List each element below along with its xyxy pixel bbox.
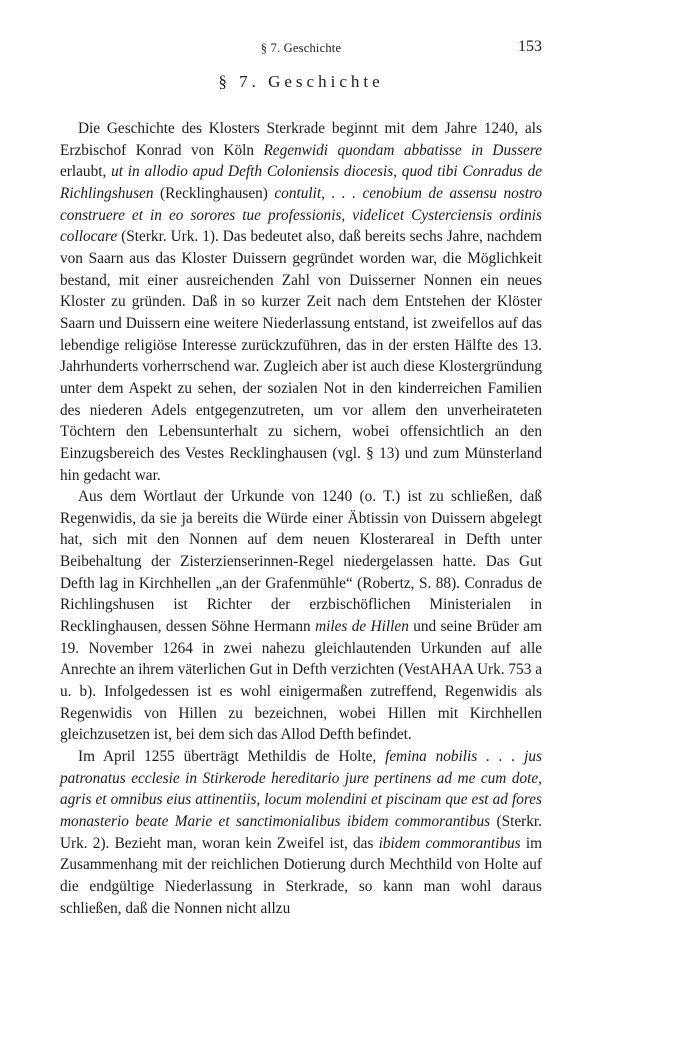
paragraph-3 [60,746,542,919]
text-run: und seine Brüder am 19. November 1264 in zwei nahezu gleichlautenden Urkunden auf alle Anrechte an ihrem väterlichen Gut in Defth verzichten (VestAHAA Urk. 753 a u. b). Infolgedessen ist es wohl einigermaßen zutreffend, Regenwidis als Regenwidis von Hillen zu bezeichnen, wobei Hillen mit Kirchhellen gleichzusetzen ist, bei dem sich das Allod Defth befindet. [60,618,542,744]
italic-run: miles de Hillen [315,618,409,636]
italic-run: contulit, . . . cenobium de assensu nostro construere et in eo sorores tue professionis, videlicet Cysterciensis ordinis collocare [60,184,542,246]
page-number: 153 [518,38,542,55]
italic-run: ibidem commorantibus [378,834,521,852]
text-run: (Sterkr. Urk. 2). Bezieht man, woran kein Zweifel ist, das [60,813,542,852]
text-run: Aus dem Wortlaut der Urkunde von 1240 (o. T.) ist zu schließen, daß Regenwidis, da sie ja bereits die Würde einer Äbtissin von Duissern abgelegt hat, sich mit den Nonnen auf dem neuen Klosterareal in Defth unter Beibehaltung der Zisterzienserinnen-Regel niedergelassen hatte. Das Gut Defth lag in Kirchhellen „an der Grafenmühle“ (Robertz, S. 88). Conradus de Richlingshusen ist Richter der erzbischöflichen Ministerialen in Recklinghausen, dessen Söhne Hermann [60,488,542,636]
italic-run: femina nobilis . . . jus patronatus ecclesie in Stirkerode hereditario jure pertinens ad me cum dote, agris et omnibus eius attinentiis, locum molendini et piscinam que est ad fores monasterio beate Marie et sanctimonialibus ibidem commorantibus [60,748,543,830]
paragraph-2 [60,486,542,746]
text-run: erlaubt, [60,163,112,181]
text-run: (Sterkr. Urk. 1). Das bedeutet also, daß bereits sechs Jahre, nachdem von Saarn aus das Kloster Duissern gegründet worden war, die Möglichkeit bestand, mit einer ausreichenden Zahl von Duisserner Nonnen ein neues Kloster zu gründen. Daß in so kurzer Zeit nach dem Entstehen der Klöster Saarn und Duissern eine weitere Niederlassung entstand, ist zweifellos auf das lebendige religiöse Interesse zurückzuführen, das in der ersten Hälfte des 13. Jahrhunderts vorherrschend war. Zugleich aber ist auch diese Klostergründung unter dem Aspekt zu sehen, der sozialen Not in den kinderreichen Familien des niederen Adels entgegenzutreten, um vor allem den unverheirateten Töchtern den Lebensunterhalt zu sichern, wobei offensichtlich an den Einzugsbereich des Vestes Recklinghausen (vgl. § 13) und zum Münsterland hin gedacht war. [60,228,542,484]
text-run: Im April 1255 überträgt Methildis de Holte, [78,748,386,766]
running-head-title: § 7. Geschichte [260,41,342,55]
body-text [60,118,542,919]
text-run: im Zusammenhang mit der reichlichen Dotierung durch Mechthild von Holte auf die endgültige Niederlassung in Sterkrade, so kann man wohl daraus schließen, daß die Nonnen nicht allzu [60,834,542,917]
italic-run: ut in allodio apud Defth Coloniensis diocesis, quod tibi Conradus de Richlingshusen [60,163,543,202]
text-run: Die Geschichte des Klosters Sterkrade beginnt mit dem Jahre 1240, als Erzbischof Konrad von Köln [60,120,542,159]
section-title: § 7. Geschichte [218,72,384,91]
running-head [60,38,542,60]
paragraph-1 [60,118,542,486]
text-run: (Recklinghausen) [153,184,275,202]
italic-run: Regenwidi quondam abbatisse in Dussere [263,141,542,159]
